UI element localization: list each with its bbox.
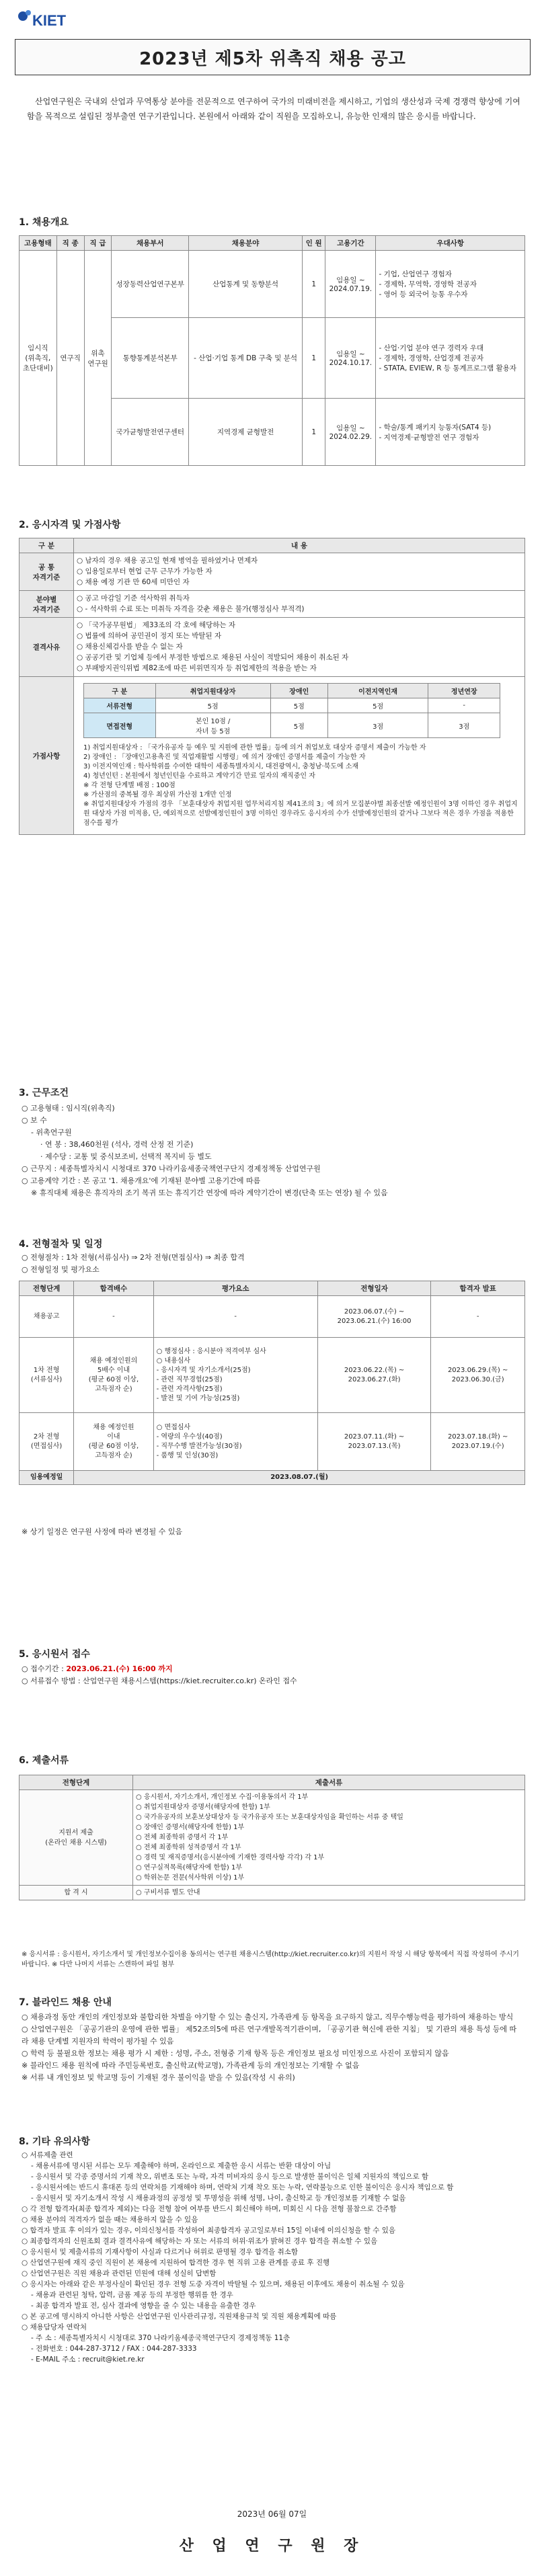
note: ※ 각 전형 단계별 배점 : 100점 <box>83 782 176 789</box>
th: 취업지원대상자 <box>155 684 270 698</box>
cell: 채용공고 <box>20 1296 74 1338</box>
th: 내 용 <box>74 538 525 553</box>
cell: 본인 10점 / 자녀 등 5점 <box>155 713 270 738</box>
cell: 2023.07.11.(화) ~ 2023.07.13.(목) <box>317 1413 431 1471</box>
line: ○ 본 공고에 명시하지 아니한 사항은 산업연구원 인사관리규정, 직원채용규칙 및 직원 채용계획에 따름 <box>22 2312 337 2321</box>
line: - 채용서류에 명시된 서류는 모두 제출해야 하며, 온라인으로 제출한 응시 서류는 반환 대상이 아님 <box>31 2162 332 2170</box>
line: - 전화번호 : 044-287-3712 / FAX : 044-287-3333 <box>31 2345 197 2353</box>
cell: - <box>74 1296 153 1338</box>
doc-item: ○ 응시원서, 자기소개서, 개인정보 수집·이용동의서 각 1부 <box>136 1794 309 1801</box>
other-notes <box>22 2150 522 2365</box>
doc-item: ○ 전체 최종학위 성적증명서 각 1부 <box>136 1844 241 1851</box>
cell: - <box>153 1296 317 1338</box>
th: 구 분 <box>84 684 156 698</box>
kiet-logo <box>13 8 94 31</box>
field: 산업통계 및 동향분석 <box>189 251 303 318</box>
line: ○ 최종합격자의 신원조회 결과 결격사유에 해당하는 자 또는 서류의 허위·위조가 밝혀진 경우 합격을 취소할 수 있음 <box>22 2237 378 2245</box>
field: 지역경제 균형발전 <box>189 399 303 466</box>
line: ○ 서류제출 관련 <box>22 2151 73 2159</box>
line: ○ 응시자는 아래와 같은 부정사실이 확인된 경우 전형 도중 자격이 박탈될 수 있으며, 채용된 이후에도 채용이 취소될 수 있음 <box>22 2280 405 2288</box>
cell: 임용예정일 <box>20 1471 74 1485</box>
line: ○ 전형절차 : 1차 전형(서류심사) ⇒ 2차 전형(면접심사) ⇒ 최종 합격 <box>22 1253 245 1262</box>
work-conditions <box>22 1102 522 1199</box>
line: · 제수당 : 교통 및 중식보조비, 선택적 복지비 등 별도 <box>40 1152 212 1161</box>
line: - 응시원서에는 반드시 휴대폰 등의 연락처를 기재해야 하며, 연락처 기재 착오 또는 누락, 연락불능으로 인한 불이익은 응시자 책임으로 함 <box>31 2183 454 2191</box>
th: 직 종 <box>56 236 84 251</box>
cell: - <box>428 698 500 713</box>
cell: 5점 <box>270 698 327 713</box>
note: 4) 청년인턴 : 본원에서 청년인턴을 수료하고 계약기간 만료 일자의 재직중인 자 <box>83 772 315 780</box>
cell: 채용 예정인원의 5배수 이내 (평균 60점 이상, 고득점자 순) <box>74 1338 153 1413</box>
pref: - 산업·기업 분야 연구 경력자 우대 - 경제학, 경영학, 산업경제 전공자 - STATA, EVIEW, R 등 통계프로그램 활용자 <box>376 318 525 399</box>
documents-note: ※ 응시서류 : 응시원서, 자기소개서 및 개인정보수집이용 동의서는 연구원 채용시스템(http://kiet.recruiter.co.kr)의 지원서 작성 시 해당 항목에서 직접 작성하여 주시기 바랍니다. ※ 다만 나머지 서류는 스캔하여 파일 첨부 <box>22 1951 519 1968</box>
cell: 2023.08.07.(월) <box>74 1471 525 1485</box>
line: ○ 서류접수 방법 : 산업연구원 채용시스템(https://kiet.recruiter.co.kr) 온라인 접수 <box>22 1677 297 1685</box>
grade: 위촉 연구원 <box>84 251 112 466</box>
cell: 채용 예정인원 이내 (평균 60점 이상, 고득점자 순) <box>74 1413 153 1471</box>
cell: 2차 전형 (면접심사) <box>20 1413 74 1471</box>
th: 제출서류 <box>133 1775 525 1790</box>
note: ※ 취업지원대상자 가점의 경우 「보훈대상자 취업지원 업무처리지침 제41조의 3」에 의거 모집분야별 최종선발 예정인원이 3명 이하인 경우 취업지원 대상자 가점 미적용, 단, 예외적으로 선발예정인원이 3명 이하인 경우라도 응시자의 수가 선발예정인원의 같거나 그보다 적은 경우 가점을 적용한 점수를 평가 <box>83 801 518 827</box>
cell: 1차 전형 (서류심사) <box>20 1338 74 1413</box>
line: · 연 봉 : 38,460천원 (석사, 경력 산정 전 기준) <box>40 1140 194 1149</box>
list-item: ○ 공공기관 및 기업체 등에서 부정한 방법으로 채용된 사실이 적발되어 채용이 취소된 자 <box>85 653 522 663</box>
line: ○ 합격자 발표 후 이의가 있는 경우, 이의신청서를 작성하여 최종합격자 공고일로부터 15일 이내에 이의신청을 할 수 있음 <box>22 2226 395 2235</box>
list-item: ○ 채용신체검사를 받을 수 없는 자 <box>85 642 522 652</box>
recruitment-overview-table <box>19 235 525 466</box>
doc-item: ○ 취업지원대상자 증명서(해당자에 한함) 1부 <box>136 1804 270 1811</box>
title-box <box>15 39 531 75</box>
period: 임용일 ~ 2024.07.19. <box>325 251 376 318</box>
section5-title: 5. 응시원서 접수 <box>19 1649 90 1660</box>
cell: 5점 <box>270 713 327 738</box>
line: ○ 고용계약 기간 : 본 공고 '1. 채용개요'에 기재된 분야별 고용기간에 따름 <box>22 1176 261 1185</box>
list-item: ○ - 석사학위 수료 또는 미취득 자격을 갖춘 채용은 불가(행정심사 부적격) <box>85 604 522 614</box>
line: ※ 블라인드 채용 원칙에 따라 주민등록번호, 출신학교(학교명), 가족관계 등의 개인정보는 기재할 수 없음 <box>22 2061 360 2070</box>
th: 인 원 <box>303 236 325 251</box>
th: 평가요소 <box>153 1281 317 1296</box>
cell: 2023.06.29.(목) ~ 2023.06.30.(금) <box>431 1338 525 1413</box>
list-item: ○ 공고 마감일 기준 석사학위 취득자 <box>85 594 522 604</box>
line: - E-MAIL 주소 : recruit@kiet.re.kr <box>31 2356 145 2364</box>
list-item: ○ 채용 예정 기관 만 60세 미만인 자 <box>85 577 522 588</box>
line: ○ 채용 분야의 적격자가 없을 때는 채용하지 않을 수 있음 <box>22 2216 198 2224</box>
cell: 3점 <box>327 713 428 738</box>
th: 구 분 <box>20 538 74 553</box>
th: 전형단계 <box>20 1775 133 1790</box>
application-info <box>22 1663 522 1687</box>
bonus-label: 결격사유 <box>20 618 74 677</box>
line: - 응시원서 및 각종 증명서의 기재 착오, 위변조 또는 누락, 자격 미비자의 응시 등으로 발생한 불이익은 일체 지원자의 책임으로 함 <box>31 2173 429 2181</box>
cell: 2023.07.18.(화) ~ 2023.07.19.(수) <box>431 1413 525 1471</box>
section8-title: 8. 기타 유의사항 <box>19 2136 90 2147</box>
th: 합격자 발표 <box>431 1281 525 1296</box>
line: ○ 근무지 : 세종특별자치시 시청대로 370 나라키움세종국책연구단지 경제정책동 산업연구원 <box>22 1164 321 1173</box>
cell: ○ 구비서류 별도 안내 <box>133 1886 525 1900</box>
label: ○ 접수기간 : <box>22 1664 67 1673</box>
issue-date: 2023년 06월 07일 <box>237 2509 307 2519</box>
note: 1) 취업지원대상자 : 「국가유공자 등 예우 및 지원에 관한 법률」등에 의거 취업보호 대상자 증명서 제출이 가능한 자 <box>83 744 426 752</box>
qualification-table <box>19 538 525 835</box>
line: - 위촉연구원 <box>31 1128 72 1137</box>
section4-title: 4. 전형절차 및 일정 <box>19 1239 103 1250</box>
schedule-note: ※ 상기 일정은 연구원 사정에 따라 변경될 수 있음 <box>22 1527 183 1536</box>
cell: 5점 <box>327 698 428 713</box>
th: 직 급 <box>84 236 112 251</box>
list-item: ○ 법률에 의하여 공민권이 정지 또는 박탈된 자 <box>85 631 522 641</box>
cell: 합 격 시 <box>20 1886 133 1900</box>
line: - 주 소 : 세종특별자치시 시청대로 370 나라키움세종국책연구단지 경제정책동 11층 <box>31 2334 290 2342</box>
th: 우대사항 <box>376 236 525 251</box>
section7-title: 7. 블라인드 채용 안내 <box>19 1997 112 2008</box>
th: 고용형태 <box>20 236 57 251</box>
period: 임용일 ~ 2024.02.29. <box>325 399 376 466</box>
list-item: ○ 임용일로부터 현업 근무 근무가 가능한 자 <box>85 567 522 577</box>
line: ○ 산업연구원은 직원 채용과 관련된 민원에 대해 성실히 답변함 <box>22 2269 217 2278</box>
line: ○ 산업연구원에 재직 중인 직원이 본 채용에 지원하여 합격한 경우 현 직위 고용 관계를 종료 후 진행 <box>22 2259 330 2267</box>
dept: 국가균형발전연구센터 <box>112 399 189 466</box>
employment-type: 임시직 (위촉직, 초단대비) <box>20 251 57 466</box>
dept: 통향통계분석본부 <box>112 318 189 399</box>
line: ○ 보 수 <box>22 1116 47 1125</box>
list-item: ○ 부패방지권익위법 제82조에 따른 비위면직자 등 취업제한의 적용을 받는 자 <box>85 663 522 674</box>
line: - 채용과 관련된 청탁, 압력, 금품 제공 등의 부정한 행위를 한 경우 <box>31 2291 233 2299</box>
section6-title: 6. 제출서류 <box>19 1755 69 1766</box>
gajum-label: 가점사항 <box>20 677 74 835</box>
doc-item: ○ 학위논문 전문(석사학위 이상) 1부 <box>136 1874 245 1882</box>
line: ○ 각 전형 합격자(최종 합격자 제외)는 다음 전형 참여 여부를 반드시 회신해야 하며, 미회신 시 다음 전형 불참으로 간주함 <box>22 2205 397 2213</box>
job-type: 연구직 <box>56 251 84 466</box>
section1-title: 1. 채용개요 <box>19 217 69 228</box>
doc-item: ○ 경력 및 재직증명서(응시분야에 기재한 경력사항 각각) 각 1부 <box>136 1854 325 1861</box>
th: 채용분야 <box>189 236 303 251</box>
line: ○ 고용형태 : 임시직(위촉직) <box>22 1104 115 1113</box>
cell: - <box>431 1296 525 1338</box>
field: - 산업·기업 통계 DB 구축 및 분석 <box>189 318 303 399</box>
blind-hiring <box>22 2011 522 2084</box>
pref: - 학술/통계 패키지 능통자(SAT4 등) - 지역경제·균형발전 연구 경험자 <box>376 399 525 466</box>
schedule-table <box>19 1281 525 1485</box>
th: 합격배수 <box>74 1281 153 1296</box>
line: ※ 서류 내 개인정보 및 학교명 등이 기재된 경우 불이익을 받을 수 있음(작성 시 유의) <box>22 2073 295 2082</box>
note: ※ 가산점의 중복될 경우 최상위 가산점 1개만 인정 <box>83 791 232 799</box>
note: 2) 장애인 : 「장애인고용촉진 및 직업재활법 시행령」에 의거 장애인 증명서를 제출이 가능한 자 <box>83 754 366 761</box>
common-label: 공 통 자격기준 <box>20 553 74 591</box>
cell: ○ 면접심사 - 역량의 우수성(40점) - 직무수행 발전가능성(30점) - 품행 및 인성(30점) <box>153 1413 317 1471</box>
count: 1 <box>303 399 325 466</box>
th: 전형단계 <box>20 1281 74 1296</box>
line: ○ 학력 등 불필요한 정보는 채용 평가 시 제한 : 성명, 주소, 전형중 기재 항목 등은 개인정보 필요성 미인정으로 사진이 포함되지 않음 <box>22 2049 449 2058</box>
list-item: ○ 남자의 경우 채용 공고일 현재 병역을 필하였거나 면제자 <box>85 556 522 566</box>
line: - 최종 합격자 발표 전, 심사 결과에 영향을 줄 수 있는 내용을 유출한 경우 <box>31 2302 256 2310</box>
th: 장애인 <box>270 684 327 698</box>
cell: 서류전형 <box>84 698 156 713</box>
count: 1 <box>303 251 325 318</box>
count: 1 <box>303 318 325 399</box>
list-item: ○ 「국가공무원법」 제33조의 각 호에 해당하는 자 <box>85 620 522 631</box>
cell: 2023.06.07.(수) ~ 2023.06.21.(수) 16:00 <box>317 1296 431 1338</box>
line: - 응시원서 및 자기소개서 작성 시 채용과정의 공정성 및 투명성을 위해 성명, 나이, 출신학교 등 개인정보를 기재할 수 없음 <box>31 2194 406 2202</box>
pref: - 기업, 산업연구 경험자 - 경제학, 무역학, 경영학 전공자 - 영어 등 외국어 능통 우수자 <box>376 251 525 318</box>
th: 정년연장 <box>428 684 500 698</box>
cell: 지원서 제출 (온라인 채용 시스템) <box>20 1790 133 1886</box>
dept: 성장동력산업연구본부 <box>112 251 189 318</box>
th: 이전지역인재 <box>327 684 428 698</box>
period: 임용일 ~ 2024.10.17. <box>325 318 376 399</box>
th: 채용부서 <box>112 236 189 251</box>
cell: 2023.06.22.(목) ~ 2023.06.27.(화) <box>317 1338 431 1413</box>
section3-title: 3. 근무조건 <box>19 1088 69 1098</box>
gajum-table <box>83 683 500 738</box>
cell: 3점 <box>428 713 500 738</box>
logo-text: KIET <box>32 12 67 29</box>
cell: 5점 <box>155 698 270 713</box>
cell: 면접전형 <box>84 713 156 738</box>
line: ○ 응시원서 및 제출서류의 기재사항이 사실과 다르거나 허위로 판명될 경우 합격을 취소함 <box>22 2248 299 2256</box>
intro-text: 산업연구원은 국내외 산업과 무역통상 분야를 전문적으로 연구하여 국가의 미래비전을 제시하고, 기업의 생산성과 국제 경쟁력 향상에 기여함을 목적으로 설립된 정부출연 연구기관입니다. 본원에서 아래와 같이 직원을 모집하오니, 유능한 인재의 많은 응시를 바랍니다. <box>27 97 520 121</box>
th: 전형일자 <box>317 1281 431 1296</box>
doc-item: ○ 연구실적목록(해당자에 한함) 1부 <box>136 1864 243 1871</box>
th: 고용기간 <box>325 236 376 251</box>
field-label: 분야별 자격기준 <box>20 591 74 618</box>
page-title: 2023년 제5차 위촉직 채용 공고 <box>139 48 406 69</box>
line: ※ 휴직대체 채용은 휴직자의 조기 복귀 또는 휴직기간 연장에 따라 계약기간이 변경(단축 또는 연장) 될 수 있음 <box>31 1189 388 1197</box>
doc-item: ○ 국가유공자의 보훈보상대상자 등 국가유공자 또는 보훈대상자임을 확인하는 서류 중 택일 <box>136 1814 403 1821</box>
selection-process <box>22 1252 522 1276</box>
doc-item: ○ 전체 최종학위 증명서 각 1부 <box>136 1834 229 1841</box>
signature: 산 업 연 구 원 장 <box>179 2538 365 2554</box>
line: ○ 전형일정 및 평가요소 <box>22 1265 100 1274</box>
doc-item: ○ 장애인 증명서(해당자에 한함) 1부 <box>136 1824 245 1831</box>
section2-title: 2. 응시자격 및 가점사항 <box>19 520 121 530</box>
line: ○ 산업연구원은 「공공기관의 운영에 관한 법률」 제52조의5에 따른 연구개발목적기관이며, 「공공기관 혁신에 관한 지침」 및 기관의 채용 특성 등에 따라 채용 단계별 지원자의 학력이 평가될 수 있음 <box>22 2025 517 2046</box>
documents-table <box>19 1775 525 1900</box>
line: ○ 채용담당자 연락처 <box>22 2323 87 2331</box>
line: ○ 채용과정 동안 개인의 개인정보와 불합리한 차별을 야기할 수 있는 출신지, 가족관계 등 항목을 요구하지 않고, 직무수행능력을 평가하여 채용하는 방식 <box>22 2013 514 2021</box>
note: 3) 이전지역인재 : 학사학위를 수여한 대학이 세종특별자치시, 대전광역시, 충청남·북도에 소재 <box>83 763 359 770</box>
deadline: 2023.06.21.(수) 16:00 까지 <box>66 1664 173 1673</box>
cell: ○ 행정심사 : 응시분야 적격여부 심사 ○ 내용심사 - 응시자격 및 자기소개서(25점) - 관련 직무경험(25점) - 관련 자격사항(25점) - 발전 및 기여 가능성(25점) <box>153 1338 317 1413</box>
